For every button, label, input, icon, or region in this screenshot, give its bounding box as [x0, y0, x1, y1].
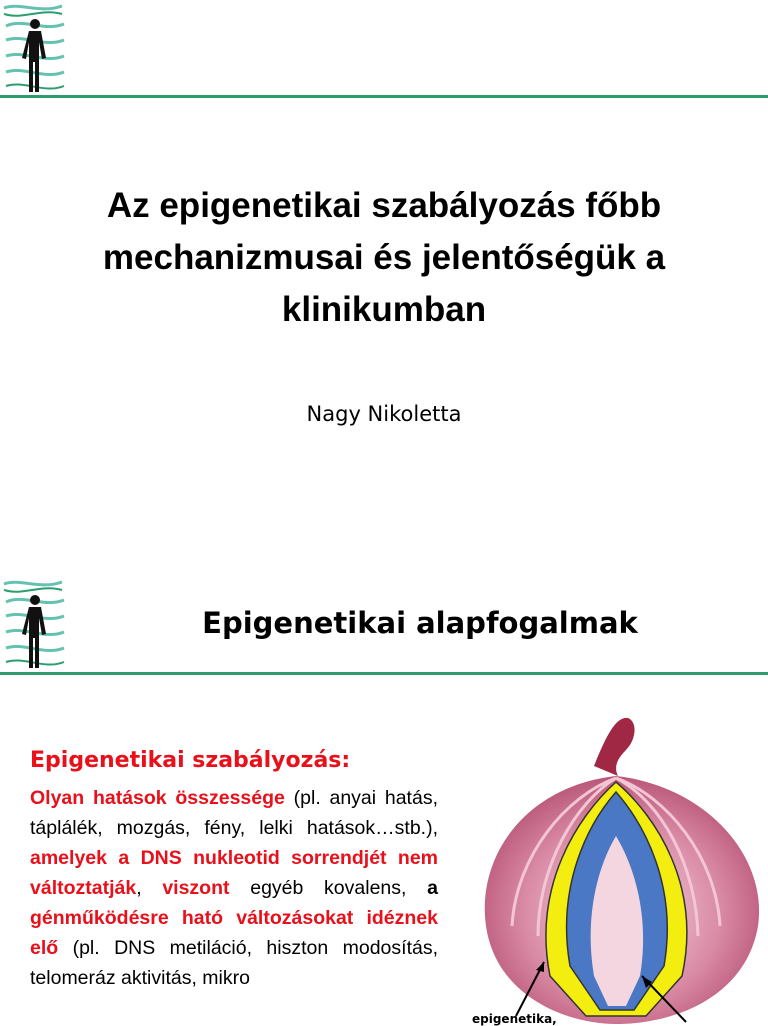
definition-paragraph	[30, 783, 438, 993]
text-fragment: amelyek a DNS nukleotid sorrendjét nem változtatják	[30, 847, 438, 899]
text-fragment: (pl. anyai hatás, táplálék, mozgás, fény, lelki hatások…stb.),	[30, 787, 438, 839]
section-heading: Epigenetikai szabályozás:	[30, 748, 351, 773]
text-fragment: Olyan hatások összessége	[30, 787, 285, 809]
onion-illustration	[466, 706, 768, 1024]
figure-label: epigenetika,	[472, 1012, 557, 1026]
presentation-title: Az epigenetikai szabályozás főbb mechanizmusai és jelentőségük a klinikumban	[102, 186, 666, 329]
slide-2	[0, 576, 768, 1024]
text-fragment: (pl. DNS metiláció, hiszton modosítás, telomeráz aktivitás, mikro	[30, 937, 438, 989]
text-fragment: génműködésre ható változásokat idéznek elő	[30, 907, 438, 959]
header-divider	[0, 672, 768, 675]
dna-human-logo-icon	[0, 576, 70, 672]
dna-human-logo-icon	[0, 0, 70, 96]
text-fragment: a	[427, 877, 438, 899]
header-divider	[0, 95, 768, 98]
author-name: Nagy Nikoletta	[306, 402, 462, 426]
text-fragment: viszont	[162, 877, 230, 899]
text-fragment: ,	[136, 877, 163, 899]
slide-title: Epigenetikai alapfogalmak	[202, 606, 638, 640]
text-fragment: egyéb kovalens,	[229, 877, 428, 899]
